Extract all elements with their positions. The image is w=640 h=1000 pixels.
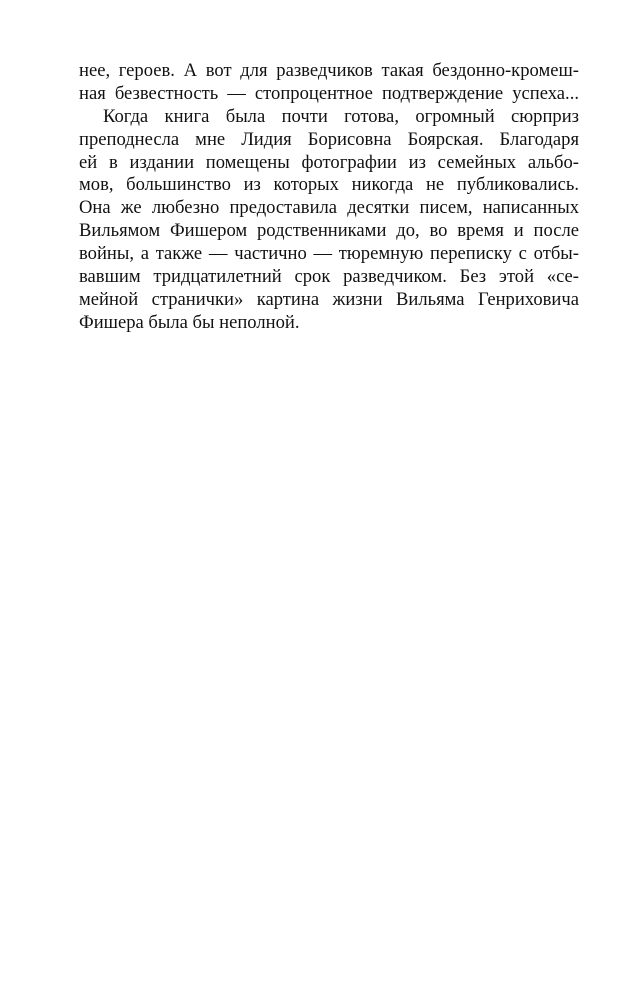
text-line: ей в издании помещены фотографии из семейных альбо- <box>79 151 579 173</box>
text-line: войны, а также — частично — тюремную переписку с отбы- <box>79 243 579 265</box>
text-line: вавшим тридцатилетний срок разведчиком. Без этой «се- <box>79 266 579 288</box>
text-line: Когда книга была почти готова, огромный сюрприз <box>103 105 579 127</box>
paragraph-2 <box>79 106 579 335</box>
text-line: нее, героев. А вот для разведчиков такая бездонно-кромеш- <box>79 60 579 81</box>
text-line: Фишера была бы неполной. <box>79 311 300 333</box>
text-line: мов, большинство из которых никогда не публиковались. <box>79 174 579 196</box>
text-line: ная безвестность — стопроцентное подтверждение успеха... <box>79 82 579 104</box>
text-line: преподнесла мне Лидия Борисовна Боярская. Благодаря <box>79 128 579 150</box>
text-line: мейной странички» картина жизни Вильяма Генриховича <box>79 288 579 310</box>
text-line: Она же любезно предоставила десятки писем, написанных <box>79 197 579 219</box>
text-line: Вильямом Фишером родственниками до, во время и после <box>79 220 579 242</box>
body-text <box>79 60 579 335</box>
paragraph-1 <box>79 60 579 106</box>
